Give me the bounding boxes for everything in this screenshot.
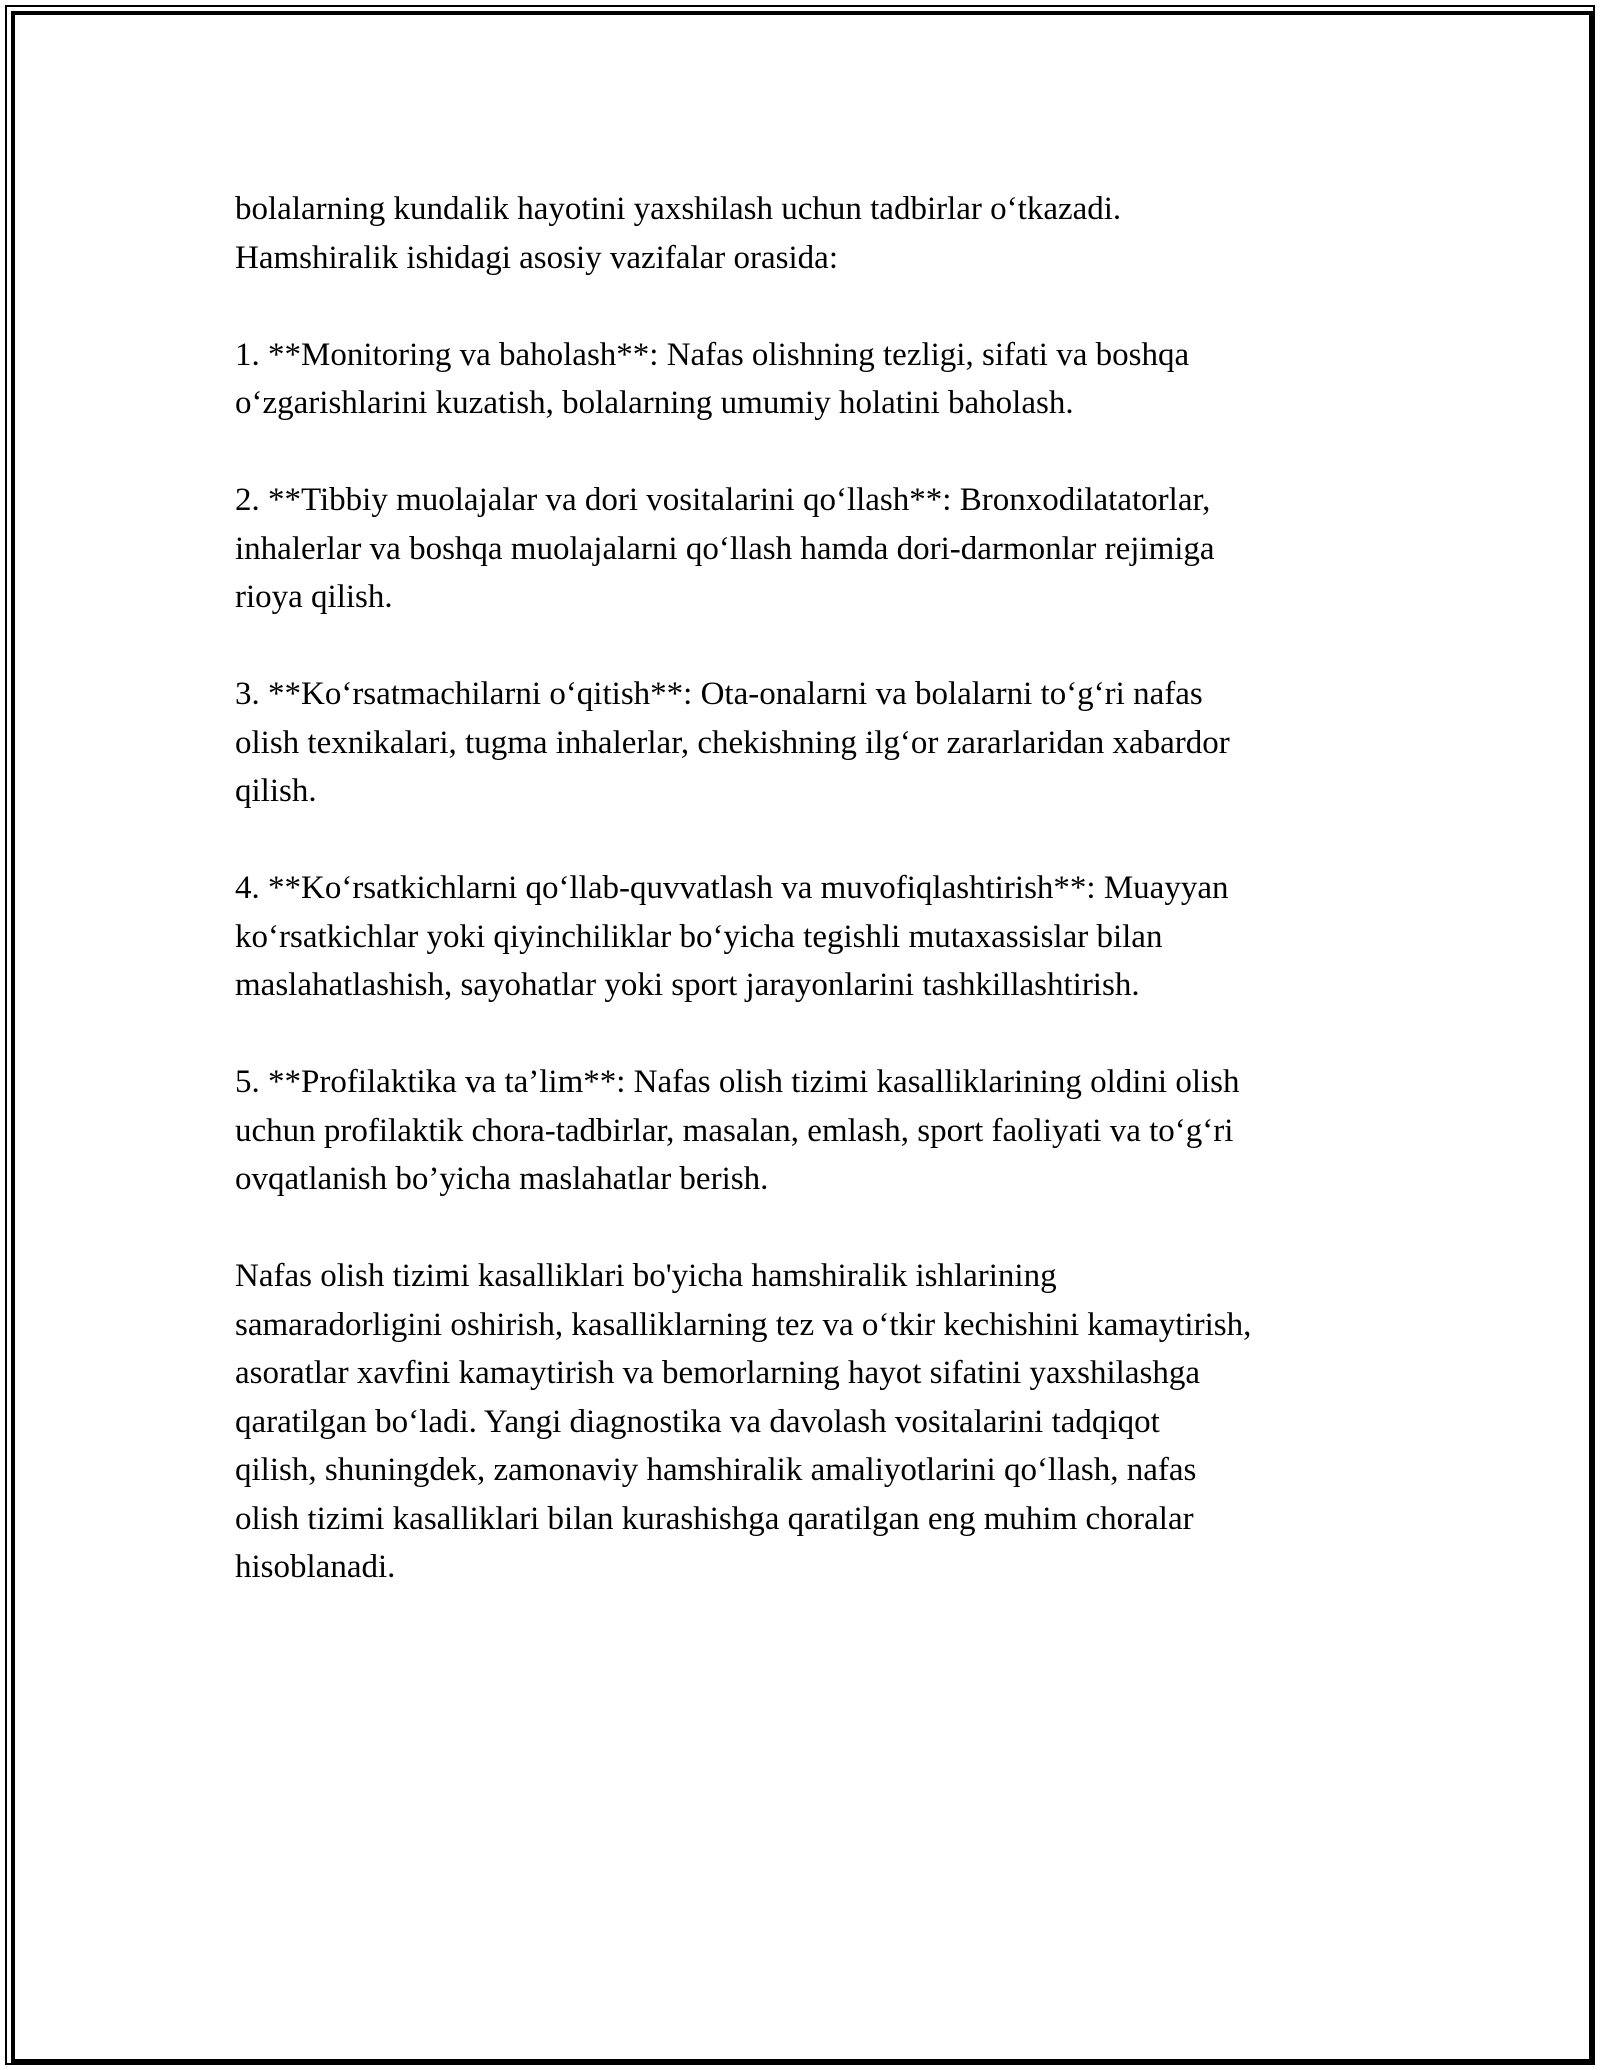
list-item-treatment: 2. **Tibbiy muolajalar va dori vositalarini qo‘llash**: Bronxodilatatorlar, inhalerlar va boshqa muolajalarni qo‘llash hamda dori-darmonlar rejimiga rioya qilish. [235,482,1215,615]
list-item-coordination: 4. **Ko‘rsatkichlarni qo‘llab-quvvatlash va muvofiqlashtirish**: Muayyan ko‘rsatkichlar yoki qiyinchiliklar bo‘yicha tegishli mutaxassislar bilan maslahatlashish, sayohatlar yoki sport jarayonlarini tashkillashtirish. [235,870,1229,1003]
document-body [235,185,1375,1640]
list-item-prevention: 5. **Profilaktika va ta’lim**: Nafas olish tizimi kasalliklarining oldini olish uchun profilaktik chora-tadbirlar, masalan, emlash, sport faoliyati va to‘g‘ri ovqatlanish bo’yicha maslahatlar berish. [235,1064,1240,1197]
intro-paragraph: bolalarning kundalik hayotini yaxshilash uchun tadbirlar o‘tkazadi. Hamshiralik ishidagi asosiy vazifalar orasida: [235,191,1122,276]
conclusion-paragraph: Nafas olish tizimi kasalliklari bo'yicha hamshiralik ishlarining samaradorligini oshirish, kasalliklarning tez va o‘tkir kechishini kamaytirish, asoratlar xavfini kamaytirish va bemorlarning hayot sifatini yaxshilashga qaratilgan bo‘ladi. Yangi diagnostika va davolash vositalarini tadqiqot qilish, shuningdek, zamonaviy hamshiralik amaliyotlarini qo‘llash, nafas olish tizimi kasalliklari bilan kurashishga qaratilgan eng muhim choralar hisoblanadi. [235,1258,1252,1585]
list-item-education: 3. **Ko‘rsatmachilarni o‘qitish**: Ota-onalarni va bolalarni to‘g‘ri nafas olish texnikalari, tugma inhalerlar, chekishning ilg‘or zararlaridan xabardor qilish. [235,676,1230,809]
list-item-monitoring: 1. **Monitoring va baholash**: Nafas olishning tezligi, sifati va boshqa o‘zgarishlarini kuzatish, bolalarning umumiy holatini baholash. [235,336,1190,421]
